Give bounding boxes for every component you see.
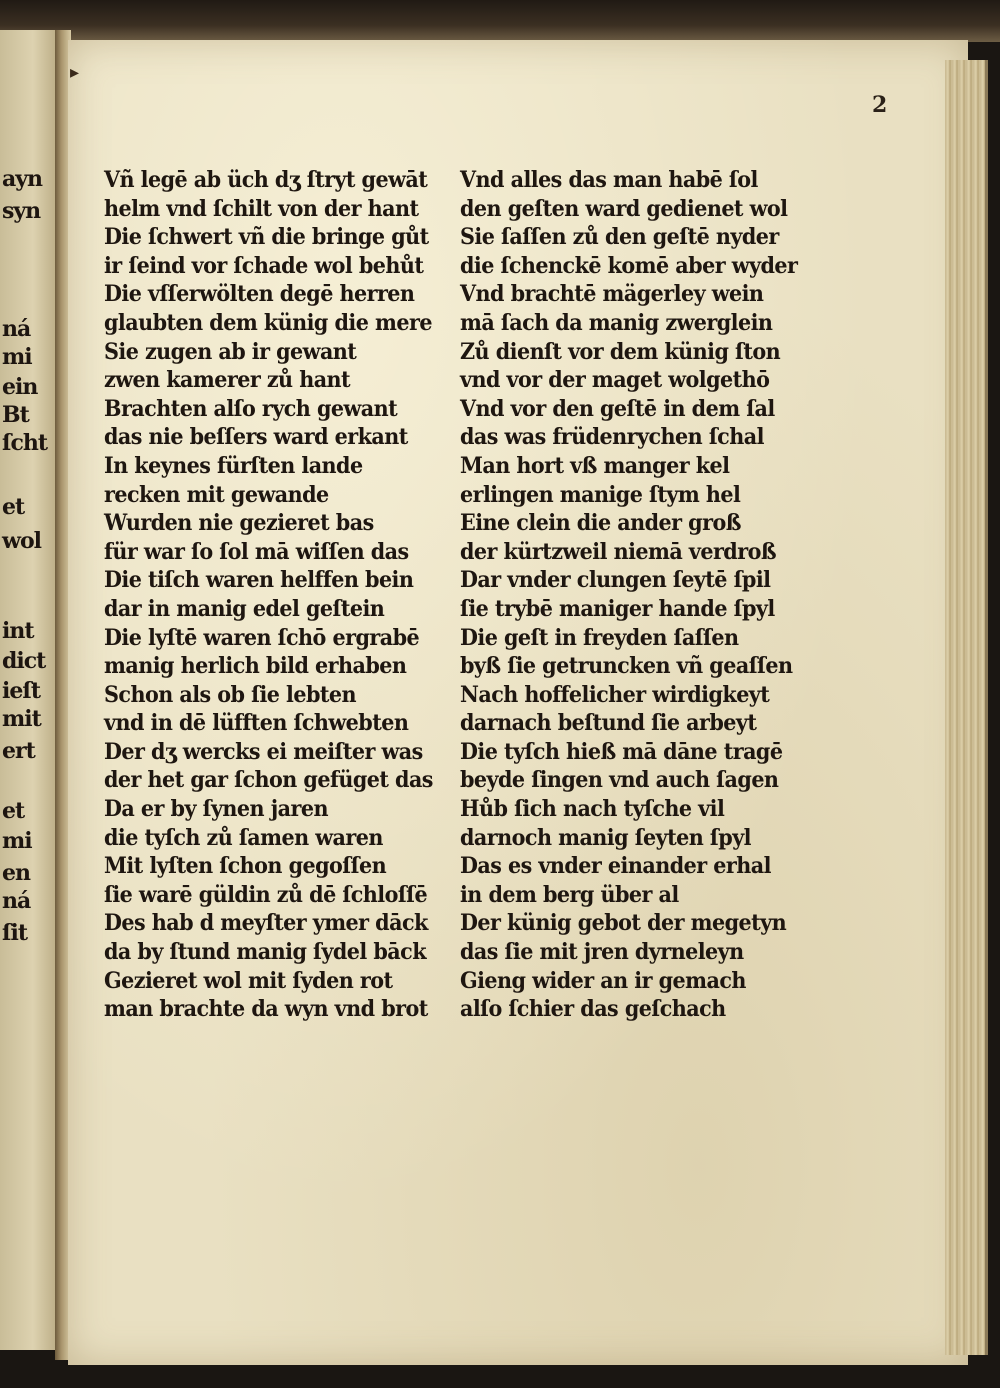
- facing-page-fragment: wol: [2, 528, 41, 554]
- verse-line: der het gar ſchon gefüget das: [104, 767, 433, 794]
- verse-line: darnoch manig ſeyten ſpyl: [460, 824, 751, 851]
- verse-line: Hůb ſich nach tyſche vil: [460, 796, 725, 823]
- verse-line: In keynes fürſten lande: [104, 452, 363, 479]
- verse-line: ir ſeind vor ſchade wol behůt: [104, 252, 424, 279]
- folio-number: 2: [872, 92, 888, 118]
- verse-line: das was früdenrychen ſchal: [460, 424, 764, 451]
- verse-line: erlingen manige ſtym hel: [460, 481, 741, 508]
- facing-page-fragment: et: [2, 494, 25, 520]
- facing-page-fragment: ſcht: [2, 430, 48, 456]
- verse-line: das ſie mit jren dyrneleyn: [460, 939, 744, 966]
- verse-line: Des hab d meyſter ymer dāck: [104, 910, 428, 937]
- verse-line: vnd in dē lüfften ſchwebten: [104, 710, 409, 737]
- verse-line: Zů dienſt vor dem künig ſton: [460, 338, 781, 365]
- facing-page-fragment: dict: [2, 648, 46, 674]
- verse-line: Gieng wider an ir gemach: [460, 967, 746, 994]
- verse-line: helm vnd ſchilt von der hant: [104, 195, 419, 222]
- facing-page-fragment: int: [2, 618, 34, 644]
- facing-page-fragment: mi: [2, 344, 32, 370]
- verse-line: die ſchenckē komē aber wyder: [460, 252, 798, 279]
- verse-line: ſie trybē maniger hande ſpyl: [460, 595, 775, 622]
- facing-page-fragment: ná: [2, 888, 31, 914]
- section-mark: ▸: [70, 62, 80, 83]
- verse-line: Nach hoffelicher wirdigkeyt: [460, 681, 770, 708]
- facing-page-fragment: ert: [2, 738, 35, 764]
- verse-line: zwen kamerer zů hant: [104, 367, 351, 394]
- verse-line: in dem berg über al: [460, 881, 679, 908]
- verse-line: Mit lyſten ſchon gegoſſen: [104, 853, 387, 880]
- verse-line: den geſten ward gedienet wol: [460, 195, 788, 222]
- facing-page-fragment: ayn: [2, 166, 43, 192]
- facing-page-fragment: ſit: [2, 920, 27, 946]
- verse-line: ſie warē güldin zů dē ſchloſſē: [104, 881, 428, 908]
- verse-line: Die vſſerwölten degē herren: [104, 281, 415, 308]
- verse-line: Die tyſch hieß mā dāne tragē: [460, 738, 783, 765]
- facing-page-fragment: ein: [2, 374, 38, 400]
- verse-line: Vnd alles das man habē ſol: [460, 167, 758, 193]
- verse-line: Sie zugen ab ir gewant: [104, 338, 357, 365]
- verse-line: vnd vor der maget wolgethō: [460, 367, 770, 394]
- verse-line: Da er by ſynen jaren: [104, 796, 328, 823]
- verse-line: da by ſtund manig ſydel bāck: [104, 939, 426, 966]
- verse-line: Vñ legē ab üch dʒ ſtryt gewāt: [104, 167, 428, 193]
- verse-line: glaubten dem künig die mere: [104, 309, 432, 336]
- verse-line: Brachten alſo rych gewant: [104, 395, 398, 422]
- verse-line: Die lyſtē waren ſchō ergrabē: [104, 624, 420, 651]
- text-column-left: [104, 166, 469, 1024]
- verse-line: Der künig gebot der megetyn: [460, 910, 787, 937]
- verse-line: Wurden nie gezieret bas: [104, 510, 374, 537]
- facing-page-fragment: Bt: [2, 402, 29, 428]
- verse-line: der kürtzweil niemā verdroß: [460, 538, 777, 565]
- verse-line: darnach beſtund ſie arbeyt: [460, 710, 757, 737]
- facing-page-fragment: et: [2, 798, 25, 824]
- verse-line: die tyſch zů ſamen waren: [104, 824, 383, 851]
- facing-page: [0, 30, 60, 1350]
- verse-line: Dar vnder clungen ſeytē ſpil: [460, 567, 771, 594]
- verse-line: Man hort vß manger kel: [460, 452, 730, 479]
- verse-line: Vnd vor den geſtē in dem ſal: [460, 395, 775, 422]
- verse-line: Die geſt in freyden ſaſſen: [460, 624, 739, 651]
- page-block-edges: [945, 60, 988, 1355]
- text-column-right: [460, 166, 835, 1024]
- facing-page-fragment: en: [2, 860, 30, 886]
- verse-line: Das es vnder einander erhal: [460, 853, 771, 880]
- verse-line: Vnd brachtē mägerley wein: [460, 281, 764, 308]
- facing-page-fragment: syn: [2, 198, 41, 224]
- verse-line: byß ſie getruncken vñ geaſſen: [460, 653, 793, 680]
- verse-line: Die tiſch waren helffen bein: [104, 567, 414, 594]
- verse-line: man brachte da wyn vnd brot: [104, 996, 428, 1023]
- verse-line: dar in manig edel geſtein: [104, 595, 385, 622]
- verse-line: mā ſach da manig zwerglein: [460, 309, 773, 336]
- verse-line: manig herlich bild erhaben: [104, 653, 407, 680]
- facing-page-fragment: ná: [2, 316, 31, 342]
- verse-line: Gezieret wol mit ſyden rot: [104, 967, 393, 994]
- verse-line: Der dʒ wercks ei meiſter was: [104, 738, 423, 765]
- facing-page-fragment: mit: [2, 706, 41, 732]
- verse-line: Schon als ob ſie lebten: [104, 681, 357, 708]
- verse-line: recken mit gewande: [104, 481, 329, 508]
- verse-line: beyde ſingen vnd auch ſagen: [460, 767, 779, 794]
- verse-line: Eine clein die ander groß: [460, 510, 741, 537]
- verse-line: das nie beſſers ward erkant: [104, 424, 408, 451]
- facing-page-fragment: ieſt: [2, 678, 40, 704]
- facing-page-fragment: mi: [2, 828, 32, 854]
- verse-line: Sie ſaſſen zů den geſtē nyder: [460, 224, 779, 251]
- verse-line: alſo ſchier das geſchach: [460, 996, 726, 1023]
- verse-line: Die ſchwert vñ die bringe gůt: [104, 224, 429, 251]
- verse-line: für war ſo ſol mā wiſſen das: [104, 538, 409, 565]
- book-top-edge: [0, 0, 1000, 42]
